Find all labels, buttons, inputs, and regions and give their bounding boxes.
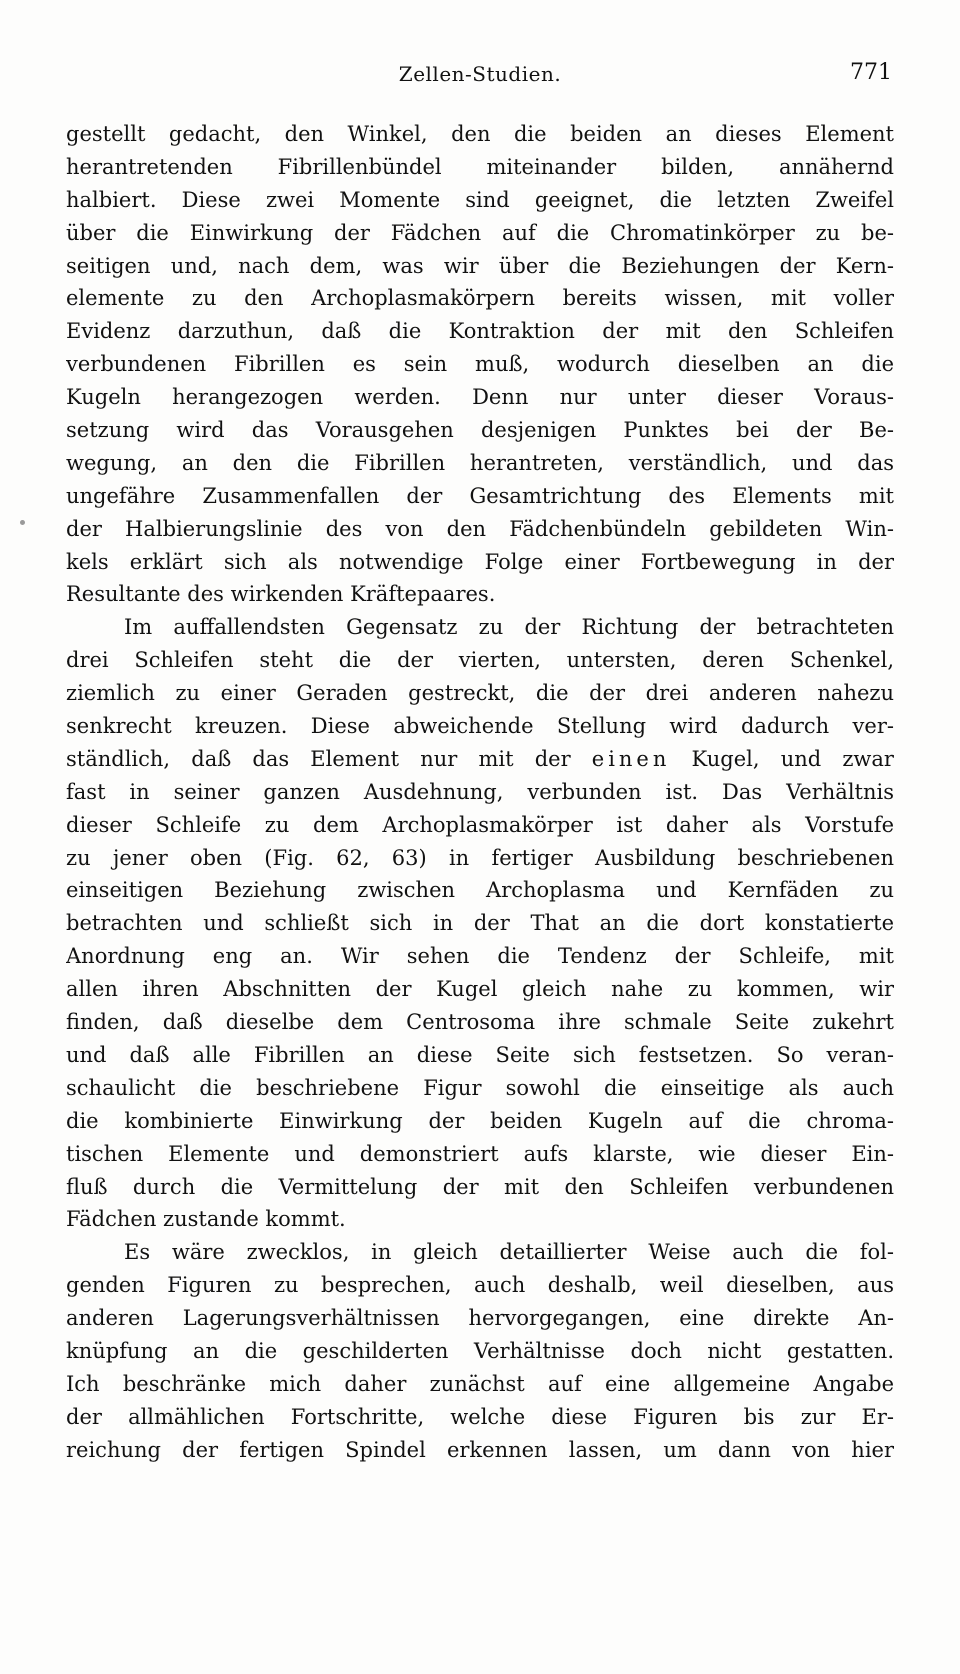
page-number: 771 xyxy=(850,60,892,85)
text-line: Im auffallendsten Gegensatz zu der Richtung der betrachteten xyxy=(124,615,894,640)
body-text xyxy=(66,118,894,1467)
text-line: und daß alle Fibrillen an diese Seite sich festsetzen. So veran- xyxy=(66,1042,894,1067)
text-line: der allmählichen Fortschritte, welche diese Figuren bis zur Er- xyxy=(66,1404,894,1429)
text-line: über die Einwirkung der Fädchen auf die Chromatinkörper zu be- xyxy=(66,220,894,245)
text-line: drei Schleifen steht die der vierten, untersten, deren Schenkel, xyxy=(66,648,894,673)
scan-speck xyxy=(20,520,25,525)
paragraph-1 xyxy=(66,118,894,611)
text-line: Es wäre zwecklos, in gleich detaillierter Weise auch die fol- xyxy=(124,1240,894,1265)
text-line: ziemlich zu einer Geraden gestreckt, die der drei anderen nahezu xyxy=(66,681,894,706)
text-line: der Halbierungslinie des von den Fädchenbündeln gebildeten Win- xyxy=(66,516,894,541)
text-line: finden, daß dieselbe dem Centrosoma ihre schmale Seite zukehrt xyxy=(66,1010,894,1035)
text-line: dieser Schleife zu dem Archoplasmakörper ist daher als Vorstufe xyxy=(66,812,894,837)
text-line: tischen Elemente und demonstriert aufs klarste, wie dieser Ein- xyxy=(66,1141,894,1166)
text-line: fluß durch die Vermittelung der mit den Schleifen verbundenen xyxy=(66,1174,894,1199)
text-line: elemente zu den Archoplasmakörpern bereits wissen, mit voller xyxy=(66,286,894,311)
text-line: schaulicht die beschriebene Figur sowohl die einseitige als auch xyxy=(66,1075,894,1100)
text-line: Kugeln herangezogen werden. Denn nur unter dieser Voraus- xyxy=(66,385,894,410)
paragraph-2 xyxy=(66,611,894,1236)
text-line: reichung der fertigen Spindel erkennen lassen, um dann von hier xyxy=(66,1437,894,1462)
text-line: wegung, an den die Fibrillen herantreten, verständlich, und das xyxy=(66,450,894,475)
paragraph-3 xyxy=(66,1236,894,1466)
text-line: verbundenen Fibrillen es sein muß, wodurch dieselben an die xyxy=(66,352,894,377)
text-line: zu jener oben (Fig. 62, 63) in fertiger Ausbildung beschriebenen xyxy=(66,845,894,870)
text-line: fast in seiner ganzen Ausdehnung, verbunden ist. Das Verhältnis xyxy=(66,779,894,804)
text-line: knüpfung an die geschilderten Verhältnisse doch nicht gestatten. xyxy=(66,1338,894,1363)
text-line: Resultante des wirkenden Kräftepaares. xyxy=(66,582,496,607)
text-line: seitigen und, nach dem, was wir über die Beziehungen der Kern- xyxy=(66,253,894,278)
text-line: einseitigen Beziehung zwischen Archoplasma und Kernfäden zu xyxy=(66,878,894,903)
text-line: Anordnung eng an. Wir sehen die Tendenz der Schleife, mit xyxy=(66,944,894,969)
text-line: anderen Lagerungsverhältnissen hervorgegangen, eine direkte An- xyxy=(66,1306,894,1331)
running-title: Zellen-Studien. xyxy=(398,62,562,86)
page-header xyxy=(66,60,894,92)
text-line: ungefähre Zusammenfallen der Gesamtrichtung des Elements mit xyxy=(66,483,894,508)
text-line-with-emphasis xyxy=(66,743,894,776)
text-line: Fädchen zustande kommt. xyxy=(66,1207,346,1232)
text-line: senkrecht kreuzen. Diese abweichende Stellung wird dadurch ver- xyxy=(66,714,894,739)
text-line: kels erklärt sich als notwendige Folge einer Fortbewegung in der xyxy=(66,549,894,574)
text-line: gestellt gedacht, den Winkel, den die beiden an dieses Element xyxy=(66,122,894,146)
text-line: genden Figuren zu besprechen, auch deshalb, weil dieselben, aus xyxy=(66,1273,894,1298)
emphasized-word: einen xyxy=(591,746,671,771)
text-line: betrachten und schließt sich in der That an die dort konstatierte xyxy=(66,911,894,936)
text-line: Ich beschränke mich daher zunächst auf eine allgemeine Angabe xyxy=(66,1371,894,1396)
text-line: halbiert. Diese zwei Momente sind geeignet, die letzten Zweifel xyxy=(66,187,894,212)
text-line: Evidenz darzuthun, daß die Kontraktion der mit den Schleifen xyxy=(66,319,894,344)
text-line: allen ihren Abschnitten der Kugel gleich nahe zu kommen, wir xyxy=(66,977,894,1002)
text-line: setzung wird das Vorausgehen desjenigen Punktes bei der Be- xyxy=(66,418,894,443)
text-line: die kombinierte Einwirkung der beiden Kugeln auf die chroma- xyxy=(66,1108,894,1133)
text-line: herantretenden Fibrillenbündel miteinander bilden, annähernd xyxy=(66,154,894,179)
text-segment: Kugel, und zwar xyxy=(691,746,894,771)
text-segment: ständlich, daß das Element nur mit der xyxy=(66,746,571,771)
